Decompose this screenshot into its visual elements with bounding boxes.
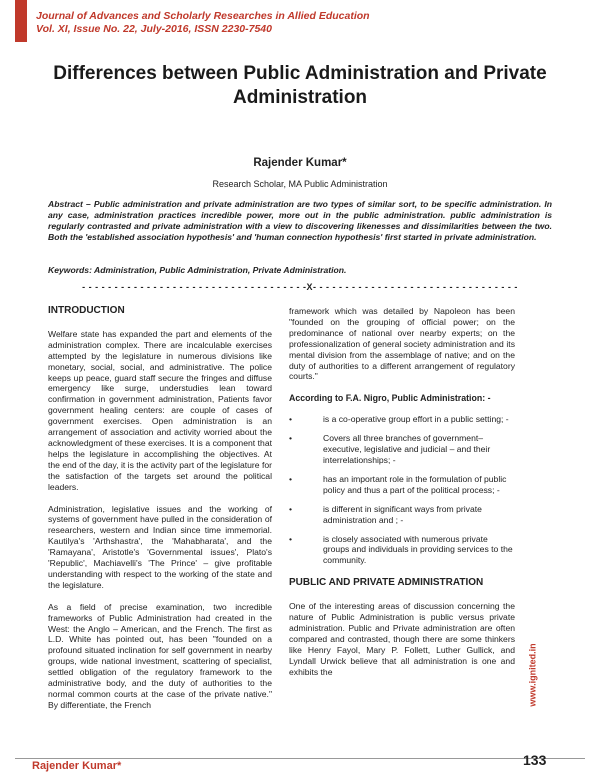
footer-divider: [15, 758, 585, 759]
french-system-paragraph: framework which was detailed by Napoleon has been "founded on the grouping of official power; on the predominance of national over nearby experts; on the professionalization of general society administration and its mental division from the assemblage of native; and on the duty of authorities to a different arrangement of regulatory courts.": [289, 306, 515, 382]
footer-author: Rajender Kumar*: [32, 760, 122, 772]
journal-header: [36, 10, 370, 36]
introduction-heading: INTRODUCTION: [48, 305, 125, 316]
journal-issue: Vol. XI, Issue No. 22, July-2016, ISSN 2230-7540: [36, 23, 272, 35]
bullet-icon: •: [289, 414, 293, 425]
public-private-paragraph: One of the interesting areas of discussion concerning the nature of Public Administration is public versus private administration. Public and Private administration are often compared and contrasted, though there are some thinkers like Henry Fayol, Mary P. Follett, Luther Gullick, and Lyndall Urwick believe that all administration is one and exhibits the: [289, 601, 515, 677]
nigro-heading: According to F.A. Nigro, Public Administration: -: [289, 393, 491, 404]
intro-paragraph-3: As a field of precise examination, two incredible frameworks of Public Administration had created in the West: the Anglo – American, and the French. The first as L.D. White has pointed out, has been "founded on a profound situated inclination for self government in nearby groups, wide national investment, scattering of specialist, settled obligation of the regulatory framework to the administrative body, and the duty of authorities to the normal common courts at the case of the private native." By differentiate, the French: [48, 601, 272, 710]
bullet-icon: •: [289, 433, 293, 444]
keywords: Keywords: Administration, Public Administration, Private Administration.: [48, 265, 347, 275]
list-item-text: has an important role in the formulation of public policy and thus a part of the political process; -: [323, 473, 507, 495]
list-item: [289, 414, 515, 425]
paper-title: Differences between Public Administration and Private Administration: [53, 63, 547, 108]
bullet-icon: •: [289, 533, 293, 544]
list-item-text: is a co-operative group effort in a public setting; -: [323, 414, 509, 425]
sidebar-url: [527, 620, 559, 740]
intro-paragraph-1: Welfare state has expanded the part and elements of the administration complex. There are incalculable exercises attempted by the legislature in numerous divisions like monetary, social, social, and administrative. The police keeps up peace, guard staff secure the fringes and diffuse emergency like surge, understudies lean toward confirmation in government administration, Patients favor government healing centers: are couple of cases of government exercises. Open administration is an arrangement of association and activity worried about the acknowledgment of these exercises. It is a component that helps the legislature in accomplishing the objectives. At the end of the day, it is the activity part of the legislature for the satisfaction of the targets set around the political leaders.: [48, 328, 272, 492]
list-item: [289, 504, 515, 526]
list-item: [289, 433, 515, 466]
page-number: 133: [523, 752, 547, 768]
right-column: [289, 306, 515, 688]
list-item-text: is closely associated with numerous private groups and individuals in providing services to the community.: [323, 533, 513, 566]
public-private-heading: PUBLIC AND PRIVATE ADMINISTRATION: [289, 577, 484, 589]
section-separator: - - - - - - - - - - - - - - - - - - - - - - - - - - - - - - - - - - -X- - - - - - - - - - - - - - - - - - - - - - - - - - - - - - - -: [82, 282, 518, 292]
left-column: [48, 306, 272, 722]
header-accent-bar: [15, 0, 27, 42]
list-item: [289, 534, 515, 567]
bullet-icon: •: [289, 503, 293, 514]
author-name: Rajender Kumar*: [253, 157, 347, 169]
list-item-text: Covers all three branches of government– executive, legislative and judicial – and their interrelationships; -: [323, 433, 491, 465]
journal-name: Journal of Advances and Scholarly Researches in Allied Education: [36, 10, 370, 22]
list-item-text: is different in significant ways from private administration and ; -: [323, 503, 482, 525]
list-item: [289, 474, 515, 496]
bullet-icon: •: [289, 473, 293, 484]
sidebar-url-text: www.ignited.in: [527, 643, 538, 707]
abstract: Abstract – Public administration and private administration are two types of similar sort, to be specific administration. In any case, administration practices incredible power, more out in the public administration. public administration is regularly contrasted and private administration with a view to discovering likenesses and dissimilarities between the two. Both the 'established association hypothesis' and 'human connection hypothesis' first started in private administration.: [48, 199, 552, 242]
intro-paragraph-2: Administration, legislative issues and the working of systems of government have pulled in the consideration of researchers, western and Indian since time immemorial. Kautilya's 'Arthshastra', the 'Mahabharata', and the 'Ramayana', Aristotle's 'Governmental issues', Plato's 'Republic', Machiavelli's 'The Prince' – give profitable understanding with respect to the working of the state and the legislature.: [48, 503, 272, 590]
author-affiliation: Research Scholar, MA Public Administration: [212, 179, 388, 189]
